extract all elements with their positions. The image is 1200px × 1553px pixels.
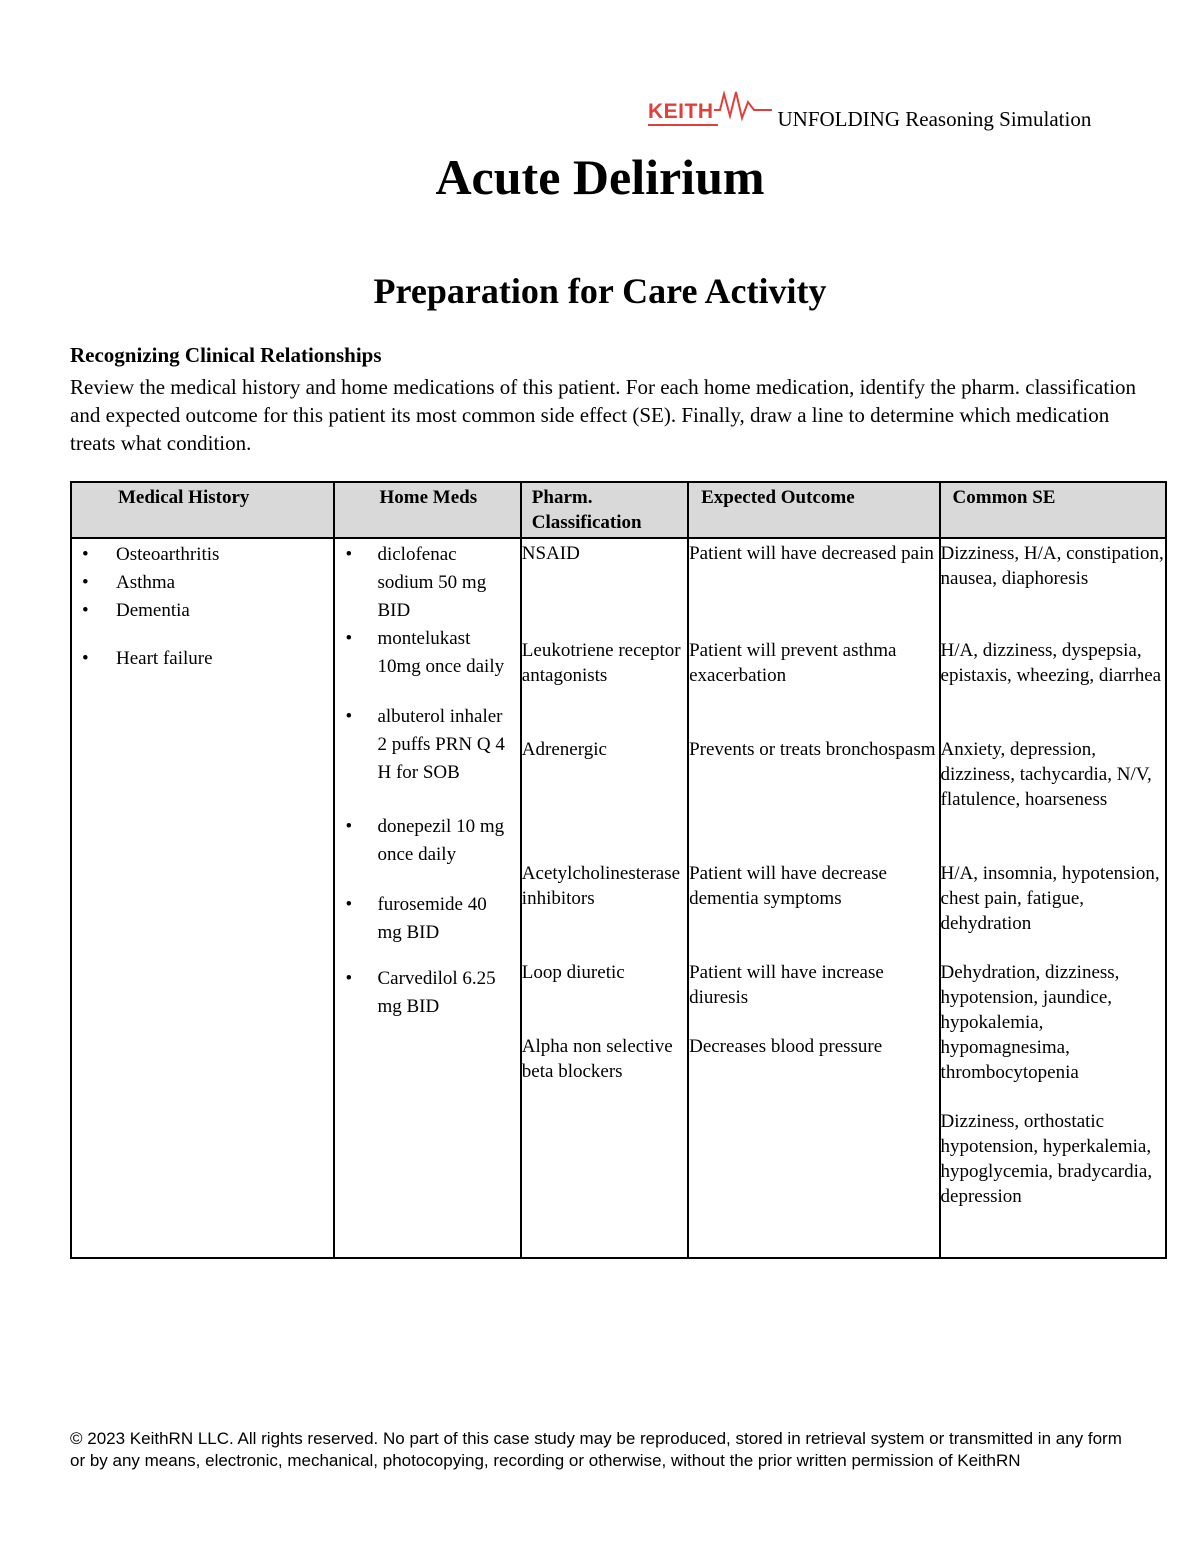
outcome-item: Patient will have decrease dementia symptoms <box>689 863 887 909</box>
home-meds-cell <box>334 538 520 1258</box>
logo-keith-text: KEITH <box>648 100 714 123</box>
medication-table <box>70 481 1167 1259</box>
classification-item: Loop diuretic <box>521 962 625 983</box>
classification-item: Alpha non selective beta blockers <box>521 1036 673 1082</box>
brand-tagline: UNFOLDING Reasoning Simulation <box>777 107 1092 131</box>
header-medical-history: Medical History <box>71 482 334 538</box>
section-heading: Recognizing Clinical Relationships <box>70 343 382 367</box>
list-item: • montelukast 10mg once daily <box>335 625 519 681</box>
side-effect-item: Dehydration, dizziness, hypotension, jaundice, hypokalemia, hypomagnesima, thrombocytopenia <box>940 962 1120 1083</box>
side-effect-item: Anxiety, depression, dizziness, tachycardia, N/V, flatulence, hoarseness <box>940 739 1152 810</box>
outcome-item: Patient will have increase diuresis <box>689 962 884 1008</box>
outcome-cell <box>688 538 939 1258</box>
list-item: • Heart failure <box>72 645 333 673</box>
table-header-row <box>71 482 1166 538</box>
list-item: • Carvedilol 6.25 mg BID <box>335 965 519 1021</box>
classification-cell <box>521 538 688 1258</box>
classification-item: Leukotriene receptor antagonists <box>521 640 681 686</box>
logo-rn-wave-icon <box>714 88 772 122</box>
list-item: • donepezil 10 mg once daily <box>335 813 519 869</box>
document-header <box>648 78 1138 131</box>
table-row <box>71 538 1166 1258</box>
header-expected-outcome: Expected Outcome <box>688 482 939 538</box>
side-effect-item: Dizziness, orthostatic hypotension, hyperkalemia, hypoglycemia, bradycardia, depression <box>940 1111 1153 1207</box>
header-common-se: Common SE <box>940 482 1166 538</box>
outcome-item: Decreases blood pressure <box>689 1036 883 1057</box>
list-item: • furosemide 40 mg BID <box>335 891 519 947</box>
page-title: Acute Delirium <box>435 149 765 205</box>
page-subtitle: Preparation for Care Activity <box>373 271 827 311</box>
outcome-item: Patient will prevent asthma exacerbation <box>689 640 897 686</box>
side-effect-item: Dizziness, H/A, constipation, nausea, diaphoresis <box>940 543 1164 589</box>
instructions-text: Review the medical history and home medications of this patient. For each home medication, identify the pharm. classification and expected outcome for this patient its most common side effect (SE). Finally, draw a line to determine which medication treats what condition. <box>70 375 1137 455</box>
list-item: • albuterol inhaler 2 puffs PRN Q 4 H for SOB <box>335 703 519 787</box>
list-item: • Osteoarthritis <box>72 541 333 569</box>
medical-history-cell <box>71 538 334 1258</box>
side-effect-item: H/A, dizziness, dyspepsia, epistaxis, wheezing, diarrhea <box>940 640 1162 686</box>
copyright-footer: © 2023 KeithRN LLC. All rights reserved. No part of this case study may be reproduced, stored in retrieval system or transmitted in any form or by any means, electronic, mechanical, photocopying, recording or otherwise, without the prior written permission of KeithRN <box>70 1429 1122 1470</box>
list-item: • diclofenac sodium 50 mg BID <box>335 541 519 625</box>
classification-item: Acetylcholinesterase inhibitors <box>521 863 681 909</box>
header-pharm-classification: Pharm. Classification <box>521 482 688 538</box>
side-effect-item: H/A, insomnia, hypotension, chest pain, fatigue, dehydration <box>940 863 1160 934</box>
classification-item: NSAID <box>521 543 580 564</box>
header-home-meds: Home Meds <box>334 482 520 538</box>
outcome-item: Prevents or treats bronchospasm <box>689 739 936 760</box>
side-effects-cell <box>940 538 1166 1258</box>
list-item: • Asthma <box>72 569 333 597</box>
list-item: • Dementia <box>72 597 333 625</box>
classification-item: Adrenergic <box>521 739 607 760</box>
outcome-item: Patient will have decreased pain <box>689 543 934 564</box>
keithrn-logo <box>648 82 772 122</box>
